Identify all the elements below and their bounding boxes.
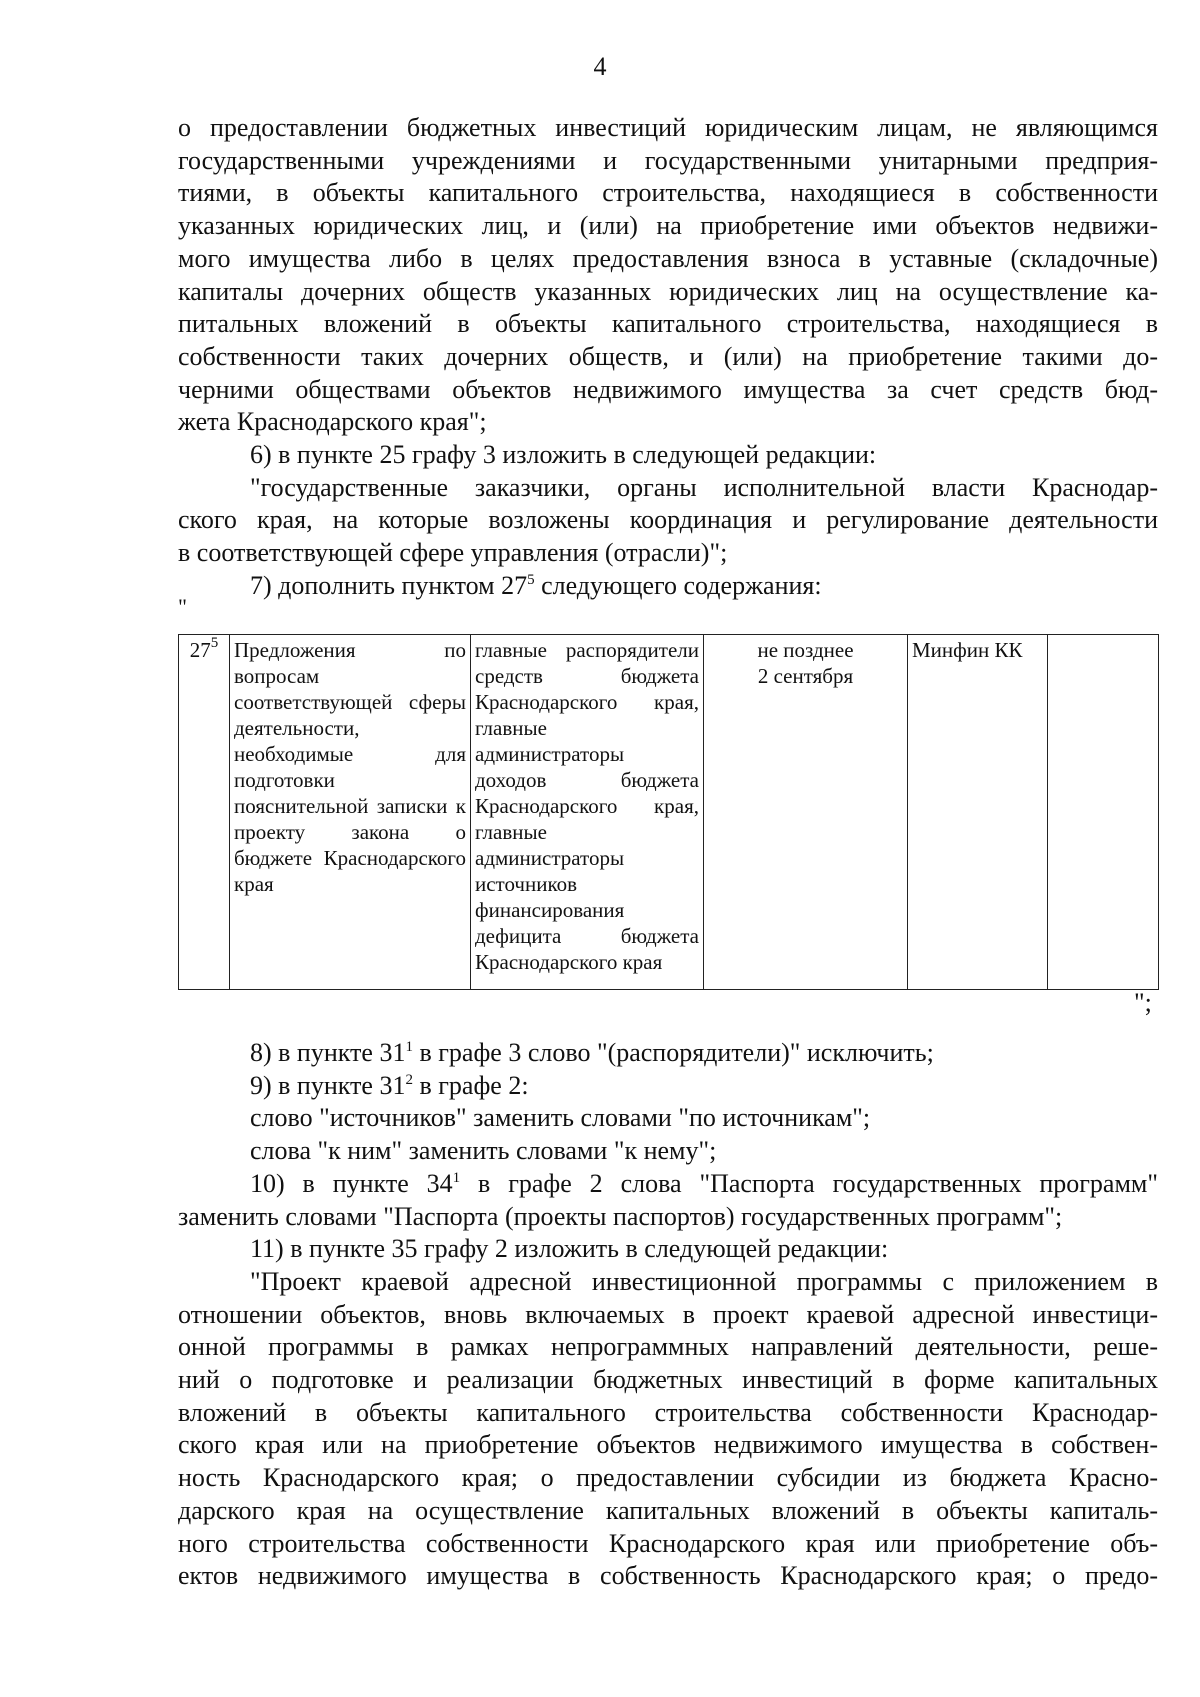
text-line: вложений в объекты капитального строительства собственности Краснодар- [178, 1397, 1158, 1427]
item-10-line-2: заменить словами "Паспорта (проекты паспортов) государственных программ"; [178, 1201, 1063, 1231]
text-line: отношении объектов, вновь включаемых в проект краевой адресной инвестици- [178, 1299, 1158, 1329]
text-line: жета Краснодарского края"; [178, 407, 487, 437]
text-line: ний о подготовке и реализации бюджетных инвестиций в форме капитальных [178, 1365, 1158, 1395]
text-line: капиталы дочерних обществ указанных юридических лиц на осуществление ка- [178, 276, 1158, 306]
item-10: 10) в пункте $34^1$ в графе 2 слова "Паспорта государственных программ" [250, 1168, 1158, 1198]
text-line: тиями, в объекты капитального строительства, находящиеся в собственности [178, 178, 1158, 208]
text-line: ского края или на приобретение объектов недвижимого имущества в собствен- [178, 1430, 1158, 1460]
text-line: "Проект краевой адресной инвестиционной программы с приложением в [250, 1266, 1158, 1296]
text-line: питальных вложений в объекты капитального строительства, находящиеся в [178, 309, 1158, 339]
recipient-cell: Минфин КК [908, 635, 1048, 990]
table-row [179, 635, 1159, 990]
responsible-cell: главные распорядители средств бюджета Краснодарского края, главные администраторы доходов бюджета Краснодарского края, главные администраторы источников финансирования дефицита бюджета Краснодарского края [471, 635, 704, 990]
item-8: 8) в пункте $31^1$ в графе 3 слово "(распорядители)" исключить; [250, 1038, 934, 1067]
text-line: государственными учреждениями и государственными унитарными предприя- [178, 145, 1158, 175]
item-9: 9) в пункте $31^2$ в графе 2: [250, 1070, 529, 1100]
text-line: черними обществами объектов недвижимого имущества за счет средств бюд- [178, 374, 1158, 404]
text-line: ектов недвижимого имущества в собственность Краснодарского края; о предо- [178, 1561, 1158, 1591]
text-line: в соответствующей сфере управления (отрасли)"; [178, 538, 728, 568]
text-line: онной программы в рамках непрограммных направлений деятельности, реше- [178, 1332, 1158, 1362]
item-11-heading: 11) в пункте 35 графу 2 изложить в следующей редакции: [250, 1234, 889, 1264]
content-cell: Предложения по вопросам соответствующей сферы деятельности, необходимые для подготовки пояснительной записки к проекту закона о бюджете Краснодарского края [230, 635, 471, 990]
text-line: собственности таких дочерних обществ, и (или) на приобретение такими до- [178, 341, 1158, 371]
intro-paragraph [178, 112, 1158, 603]
text-line: мого имущества либо в целях предоставления взноса в уставные (складочные) [178, 243, 1158, 273]
table-open-quote: " [178, 594, 187, 619]
text-line: "государственные заказчики, органы исполнительной власти Краснодар- [250, 472, 1158, 502]
text-line: ность Краснодарского края; о предоставлении субсидии из бюджета Красно- [178, 1463, 1158, 1493]
empty-cell [1048, 635, 1159, 990]
text-line: дарского края на осуществление капитальных вложений в объекты капиталь- [178, 1495, 1158, 1525]
text-line: ского края, на которые возложены координация и регулирование деятельности [178, 505, 1158, 535]
table-close-quote: "; [1134, 988, 1152, 1017]
deadline-cell: не позднее 2 сентября [704, 635, 908, 990]
text-line: ного строительства собственности Краснодарского края или приобретение объ- [178, 1528, 1158, 1558]
inserted-row-table [178, 634, 1159, 990]
text-line: о предоставлении бюджетных инвестиций юридическим лицам, не являющимся [178, 113, 1158, 142]
item-7-heading: 7) дополнить пунктом $27^5$ следующего содержания: [250, 570, 822, 600]
page-number: 4 [593, 52, 607, 81]
item-9-line-1: слово "источников" заменить словами "по источникам"; [250, 1103, 871, 1133]
amendments-block [178, 1037, 1158, 1593]
item-9-line-2: слова "к ним" заменить словами "к нему"; [250, 1136, 717, 1166]
row-number-cell: $27^5$ [179, 635, 230, 990]
text-line: указанных юридических лиц, и (или) на приобретение ими объектов недвижи- [178, 211, 1158, 241]
item-6-heading: 6) в пункте 25 графу 3 изложить в следующей редакции: [250, 440, 877, 470]
